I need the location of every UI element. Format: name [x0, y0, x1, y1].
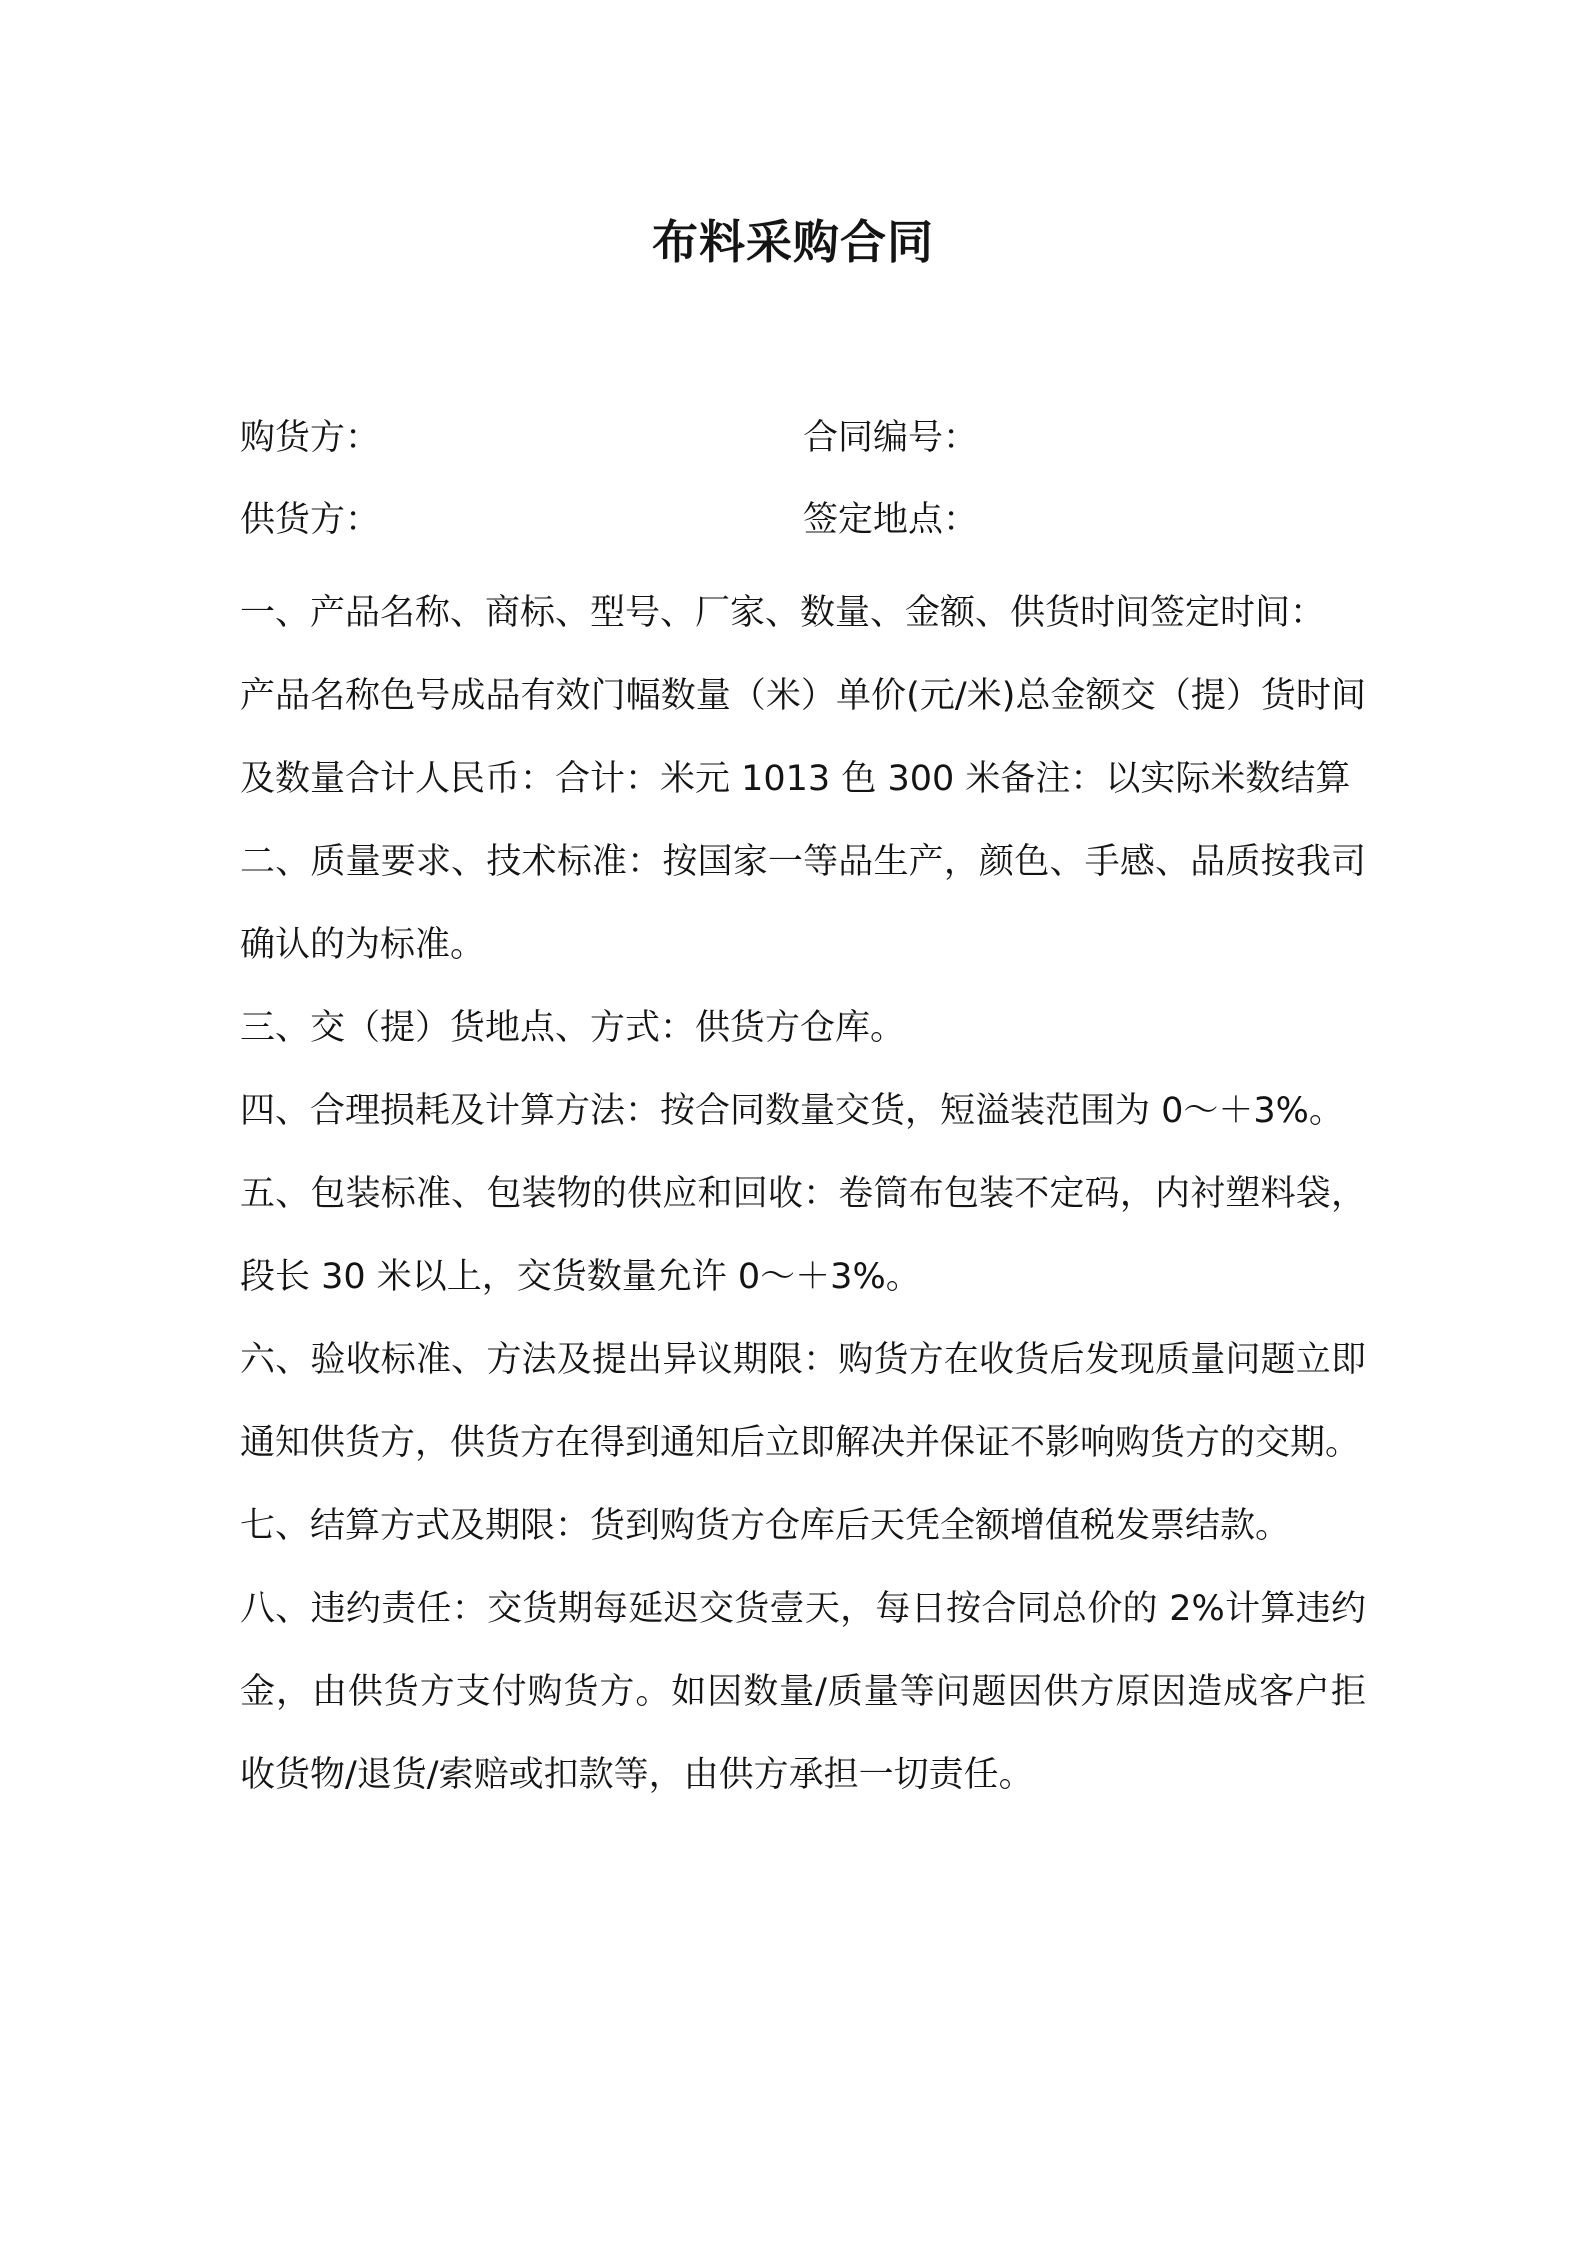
- clause-5-packaging: 五、包装标准、包装物的供应和回收：卷筒布包装不定码，内衬塑料袋，段长 30 米以上，交货数量允许 0～＋3%。: [240, 1174, 1366, 1297]
- party-row-supplier: [240, 490, 1360, 550]
- contract-number-label: 合同编号：: [803, 418, 979, 458]
- clause-8-liability: 八、违约责任：交货期每延迟交货壹天，每日按合同总价的 2%计算违约金，由供货方支付购货方。如因数量/质量等问题因供方原因造成客户拒收货物/退货/索赔或扣款等，由供方承担一切责任。: [240, 1589, 1366, 1795]
- party-row-buyer: [240, 408, 1360, 468]
- clause-4-loss: 四、合理损耗及计算方法：按合同数量交货，短溢装范围为 0～＋3%。: [240, 1091, 1344, 1131]
- buyer-label: 购货方：: [240, 418, 381, 458]
- supplier-label: 供货方：: [240, 500, 381, 540]
- clause-3-delivery: 三、交（提）货地点、方式：供货方仓库。: [240, 1008, 906, 1048]
- clause-1-products: 一、产品名称、商标、型号、厂家、数量、金额、供货时间签定时间：: [240, 593, 1326, 633]
- contract-body: [240, 572, 1366, 1817]
- document-title: 布料采购合同: [652, 215, 934, 269]
- clause-1-product-details: 产品名称色号成品有效门幅数量（米）单价(元/米)总金额交（提）货时间及数量合计人民币：合计：米元 1013 色 300 米备注：以实际米数结算: [240, 676, 1366, 799]
- clause-7-settlement: 七、结算方式及期限：货到购货方仓库后天凭全额增值税发票结款。: [240, 1506, 1291, 1546]
- clause-6-acceptance: 六、验收标准、方法及提出异议期限：购货方在收货后发现质量问题立即通知供货方，供货方在得到通知后立即解决并保证不影响购货方的交期。: [240, 1340, 1366, 1463]
- signing-place-label: 签定地点：: [803, 500, 979, 540]
- clause-2-quality: 二、质量要求、技术标准：按国家一等品生产，颜色、手感、品质按我司确认的为标准。: [240, 842, 1366, 965]
